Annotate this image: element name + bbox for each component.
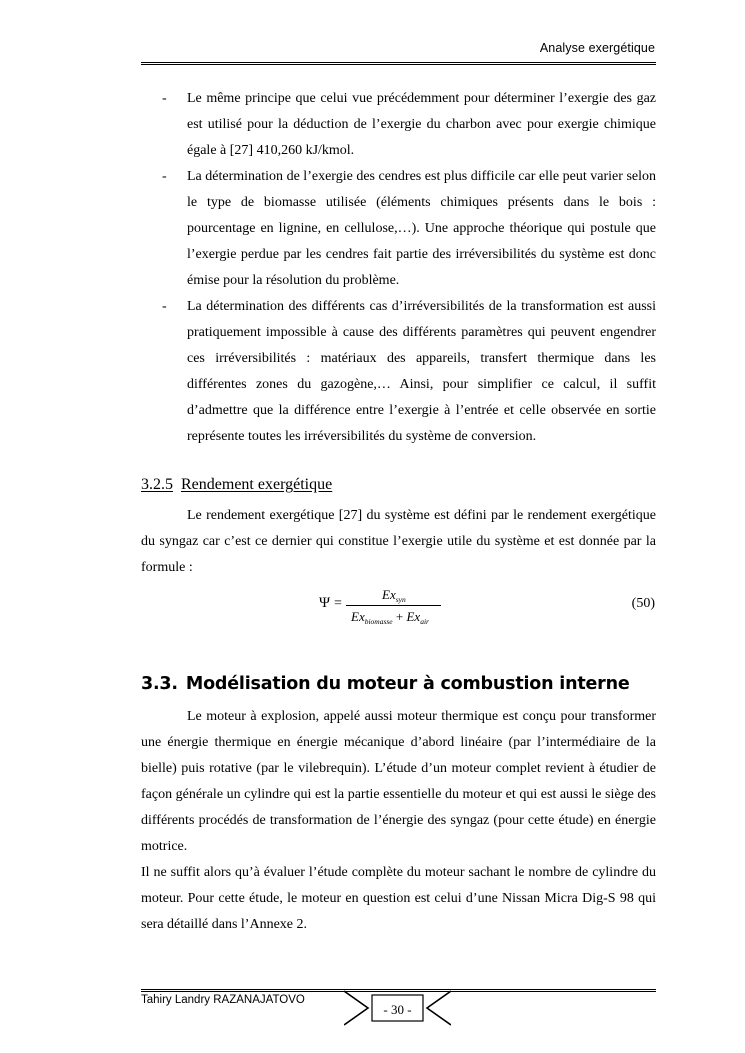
bullet-text: La détermination de l’exergie des cendres est plus difficile car elle peut varier selon le type de biomasse utilisée (éléments chimiques présents dans le bois : pourcentage en lignine, en cellulose,…). Une approche théorique qui postule que l’exergie perdue par les cendres fait partie des irréversibilités du système est donc émise pour la résolution du problème. (187, 169, 656, 288)
formula-denominator: $Ex_{biomasse} + Ex_{air}$ (351, 609, 429, 626)
footer-author: Tahiry Landry RAZANAJATOVO (141, 994, 305, 1006)
bullet-item (141, 164, 656, 294)
section-heading-3-2-5 (141, 476, 332, 494)
formula-50 (0, 584, 745, 632)
page-number: - 30 - (383, 1002, 412, 1017)
section-number: 3.3. (141, 674, 178, 694)
rendement-paragraph: Le rendement exergétique [27] du système est défini par le rendement exergétique du syngaz car c’est ce dernier qui constitue l’exergie utile du système et est donnée par la formule : (141, 508, 656, 575)
bullet-text: La détermination des différents cas d’irréversibilités de la transformation est aussi pratiquement impossible à cause des différents paramètres qui peuvent engendrer ces irréversibilités : matériaux des appareils, transfert thermique dans les différentes zones du gazogène,… Ainsi, pour simplifier ce calcul, il suffit d’admettre que la différence entre l’exergie à l’entrée et celle observée en sortie représente toutes les irréversibilités du système de conversion. (187, 299, 656, 444)
section-title: Modélisation du moteur à combustion interne (185, 674, 630, 694)
formula-equals: = (334, 596, 342, 611)
bullet-list (141, 86, 656, 450)
header-rule (141, 62, 656, 65)
moteur-paragraph-2: Il ne suffit alors qu’à évaluer l’étude complète du moteur sachant le nombre de cylindre du moteur. Pour cette étude, le moteur en question est celui d’une Nissan Micra Dig-S 98 qui sera détaillé dans l’Annexe 2. (141, 865, 656, 932)
page-number-badge (344, 990, 451, 1026)
formula-numerator: $Ex_{syn}$ (382, 587, 406, 604)
bullet-dash: - (162, 169, 167, 184)
fraction-bar (346, 605, 441, 606)
running-header-title: Analyse exergétique (539, 41, 655, 55)
formula-psi: Ψ (319, 595, 331, 611)
section-heading-3-3 (141, 674, 630, 694)
bullet-item (141, 86, 656, 164)
bullet-dash: - (162, 91, 167, 106)
bullet-dash: - (162, 299, 167, 314)
section-title: Rendement exergétique (181, 476, 333, 493)
section-number: 3.2.5 (141, 476, 173, 493)
moteur-paragraph-1: Le moteur à explosion, appelé aussi moteur thermique est conçu pour transformer une énergie thermique en énergie mécanique d’abord linéaire (par l’intermédiaire de la bielle) puis rotative (par le vilebrequin). L’étude d’un moteur complet revient à étudier de façon générale un cylindre qui est la partie essentielle du moteur et qui est aussi le siège des différents procédés de transformation de l’énergie des syngaz (pour cette étude) en énergie motrice. (141, 709, 656, 854)
bullet-text: Le même principe que celui vue précédemment pour déterminer l’exergie des gaz est utilisé pour la déduction de l’exergie du charbon avec pour exergie chimique égale à [27] 410,260 kJ/kmol. (187, 91, 656, 158)
equation-number: (50) (631, 596, 655, 611)
bullet-item (141, 294, 656, 450)
